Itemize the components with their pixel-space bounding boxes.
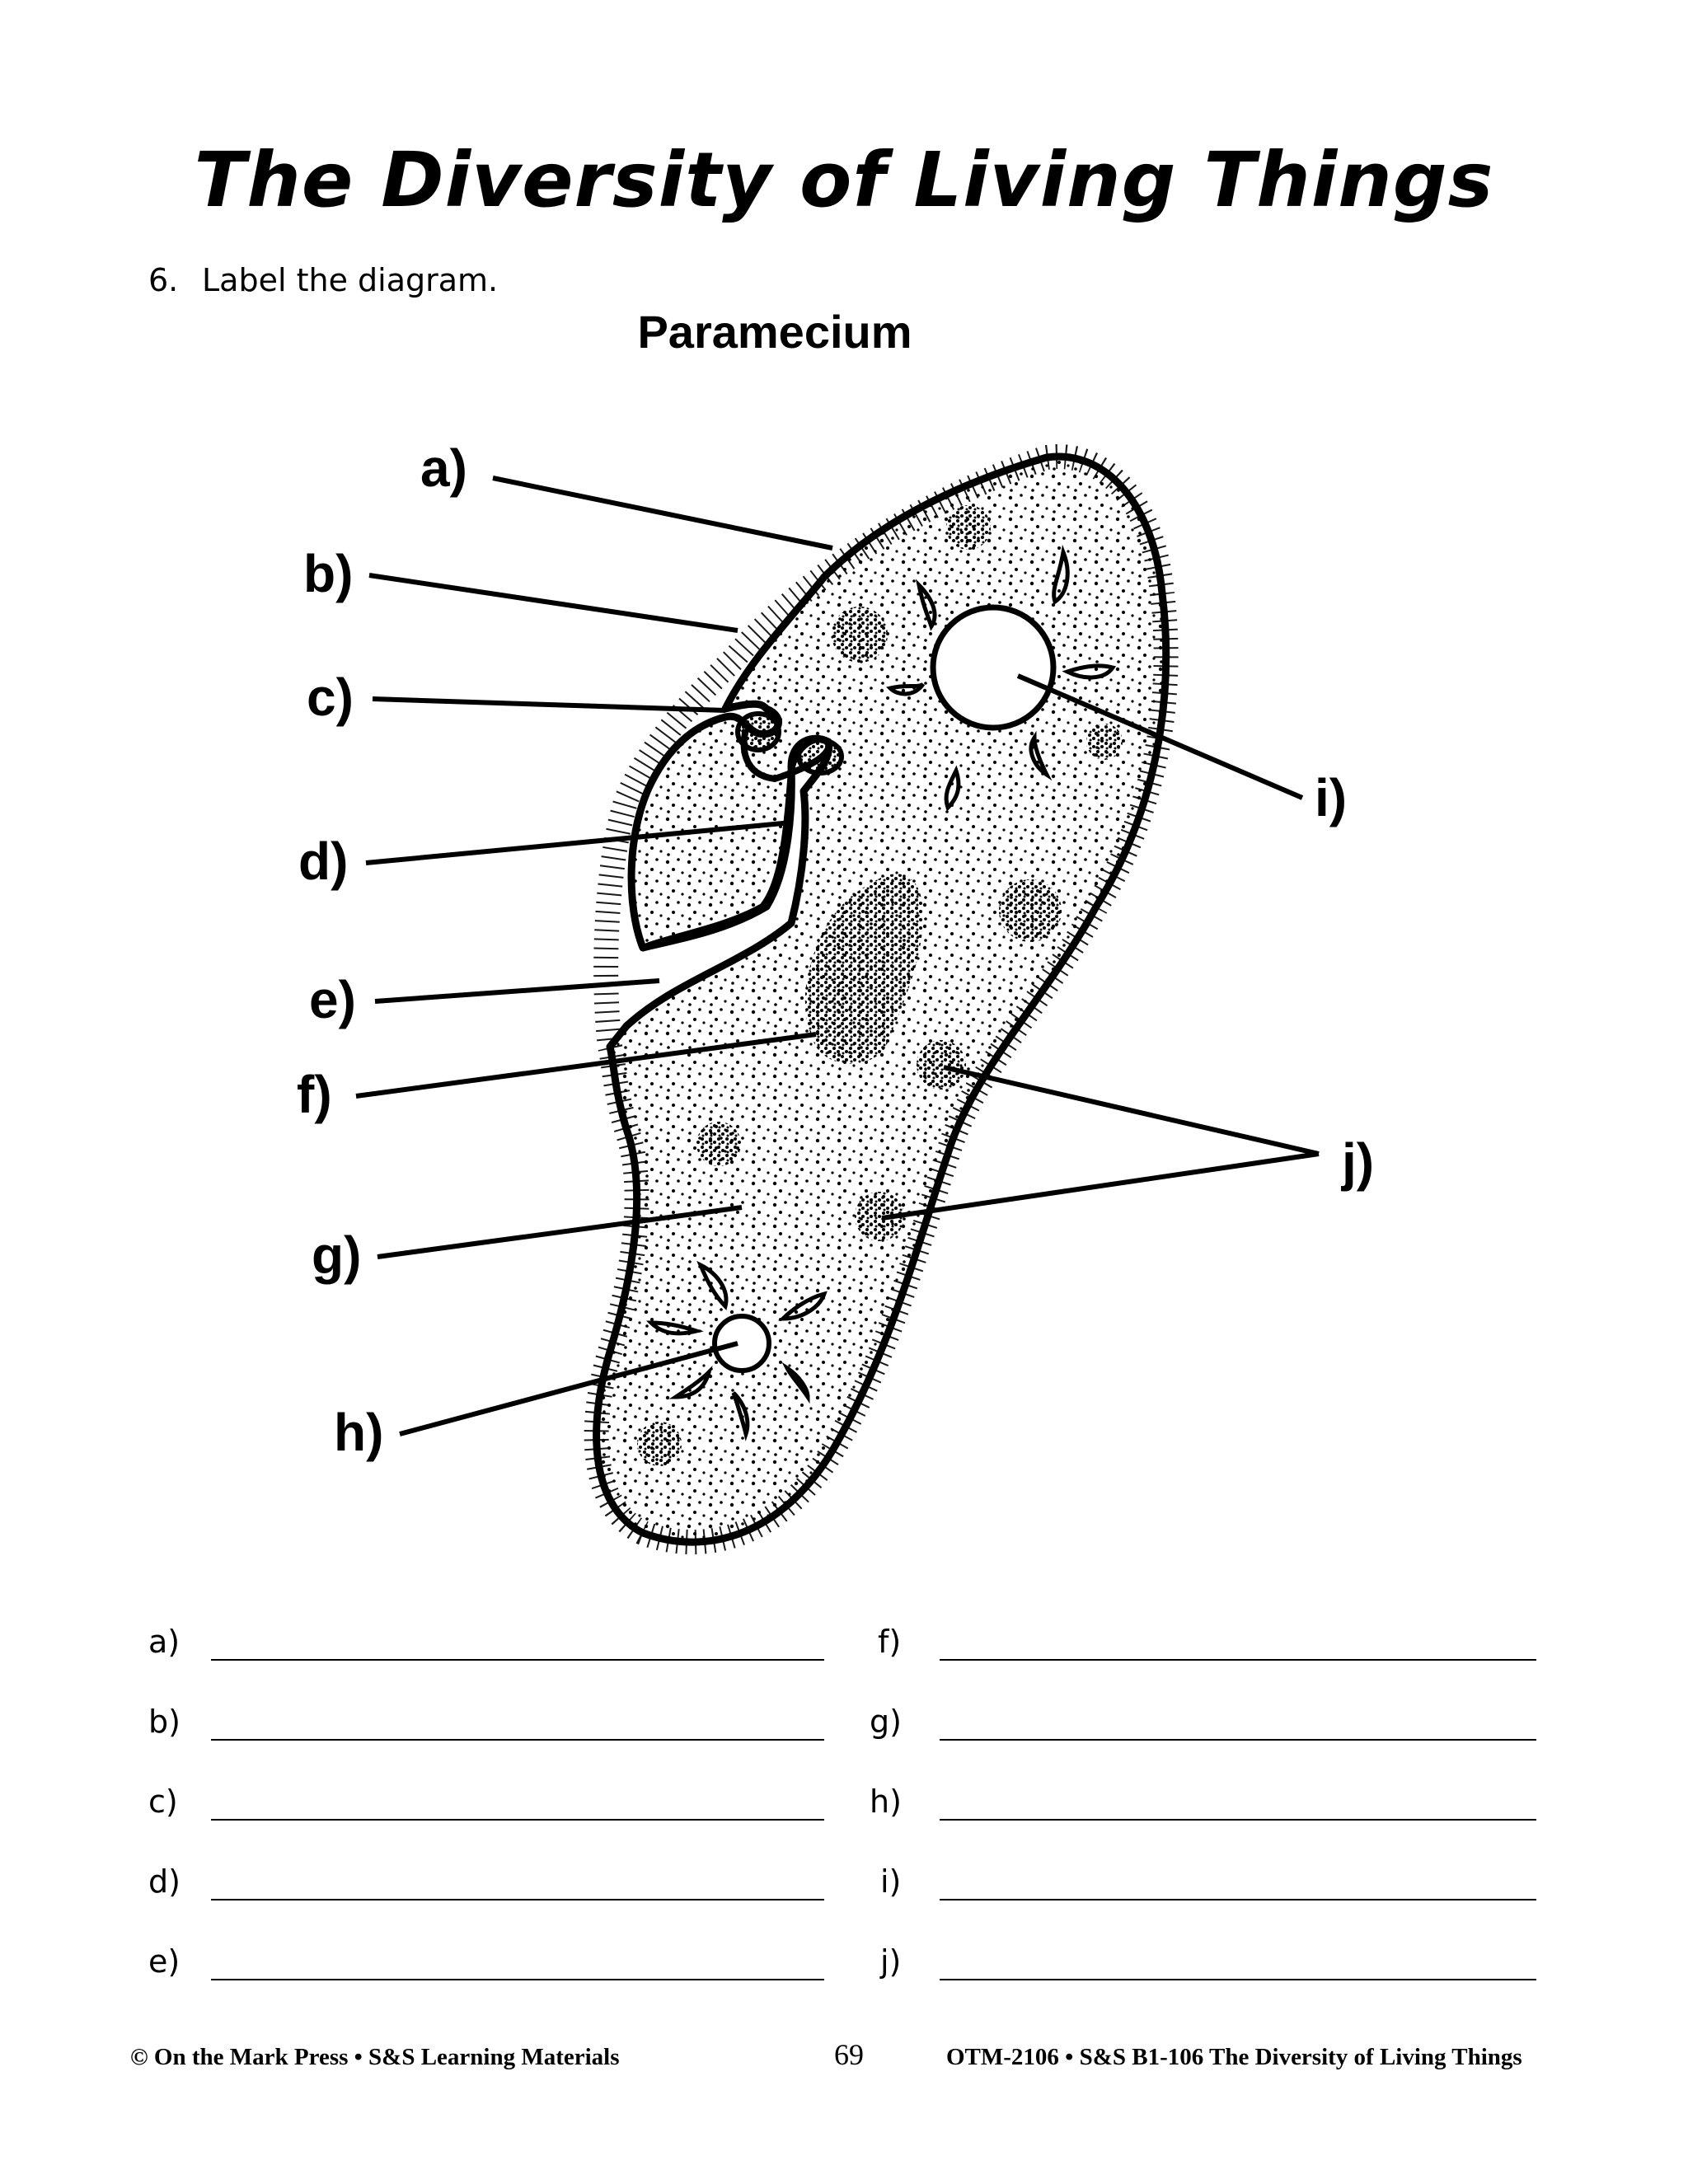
mouth-pore [738, 714, 779, 750]
diagram-label-d: d) [298, 832, 349, 891]
contractile-vacuole-top [933, 607, 1053, 728]
page-title: The Diversity of Living Things [194, 136, 1494, 224]
answer-line-a[interactable] [211, 1659, 824, 1661]
question-number: 6. [148, 262, 179, 298]
diagram-label-c: c) [307, 668, 354, 727]
answer-letter-c: c) [148, 1783, 178, 1820]
answer-line-d[interactable] [211, 1899, 824, 1900]
diagram-title: Paramecium [637, 306, 912, 358]
answer-letter-g: g) [870, 1704, 902, 1740]
answer-line-c[interactable] [211, 1819, 824, 1821]
diagram-label-a: a) [420, 438, 467, 498]
diagram-label-i: i) [1315, 768, 1348, 827]
diagram-label-g: g) [312, 1226, 362, 1285]
diagram-label-j: j) [1342, 1132, 1375, 1192]
diagram-label-f: f) [297, 1065, 332, 1124]
answer-letter-j: j) [880, 1943, 902, 1980]
answer-letter-e: e) [148, 1943, 181, 1980]
answer-letter-d: d) [148, 1863, 181, 1900]
question-text: Label the diagram. [202, 262, 499, 298]
footer-book-code: OTM-2106 • S&S B1-106 The Diversity of Living Things [946, 2044, 1522, 2070]
gullet-tip [799, 740, 842, 773]
contractile-vacuole-bottom [715, 1316, 769, 1371]
answer-letter-i: i) [880, 1863, 902, 1900]
answer-letter-f: f) [878, 1624, 902, 1660]
footer-publisher: © On the Mark Press • S&S Learning Materials [130, 2044, 620, 2070]
answer-line-h[interactable] [940, 1819, 1536, 1821]
answer-line-i[interactable] [940, 1899, 1536, 1900]
answer-line-f[interactable] [940, 1659, 1536, 1661]
answer-line-b[interactable] [211, 1739, 824, 1741]
diagram-label-b: b) [303, 544, 354, 603]
diagram-label-e: e) [309, 970, 356, 1029]
answer-line-g[interactable] [940, 1739, 1536, 1741]
answer-letter-b: b) [148, 1704, 181, 1740]
diagram-label-h: h) [334, 1403, 384, 1462]
paramecium-cell [597, 457, 1166, 1542]
answer-line-j[interactable] [940, 1979, 1536, 1980]
answer-letter-a: a) [148, 1624, 181, 1660]
answer-letter-h: h) [870, 1783, 902, 1820]
page-number: 69 [834, 2038, 864, 2071]
answer-line-e[interactable] [211, 1979, 824, 1980]
